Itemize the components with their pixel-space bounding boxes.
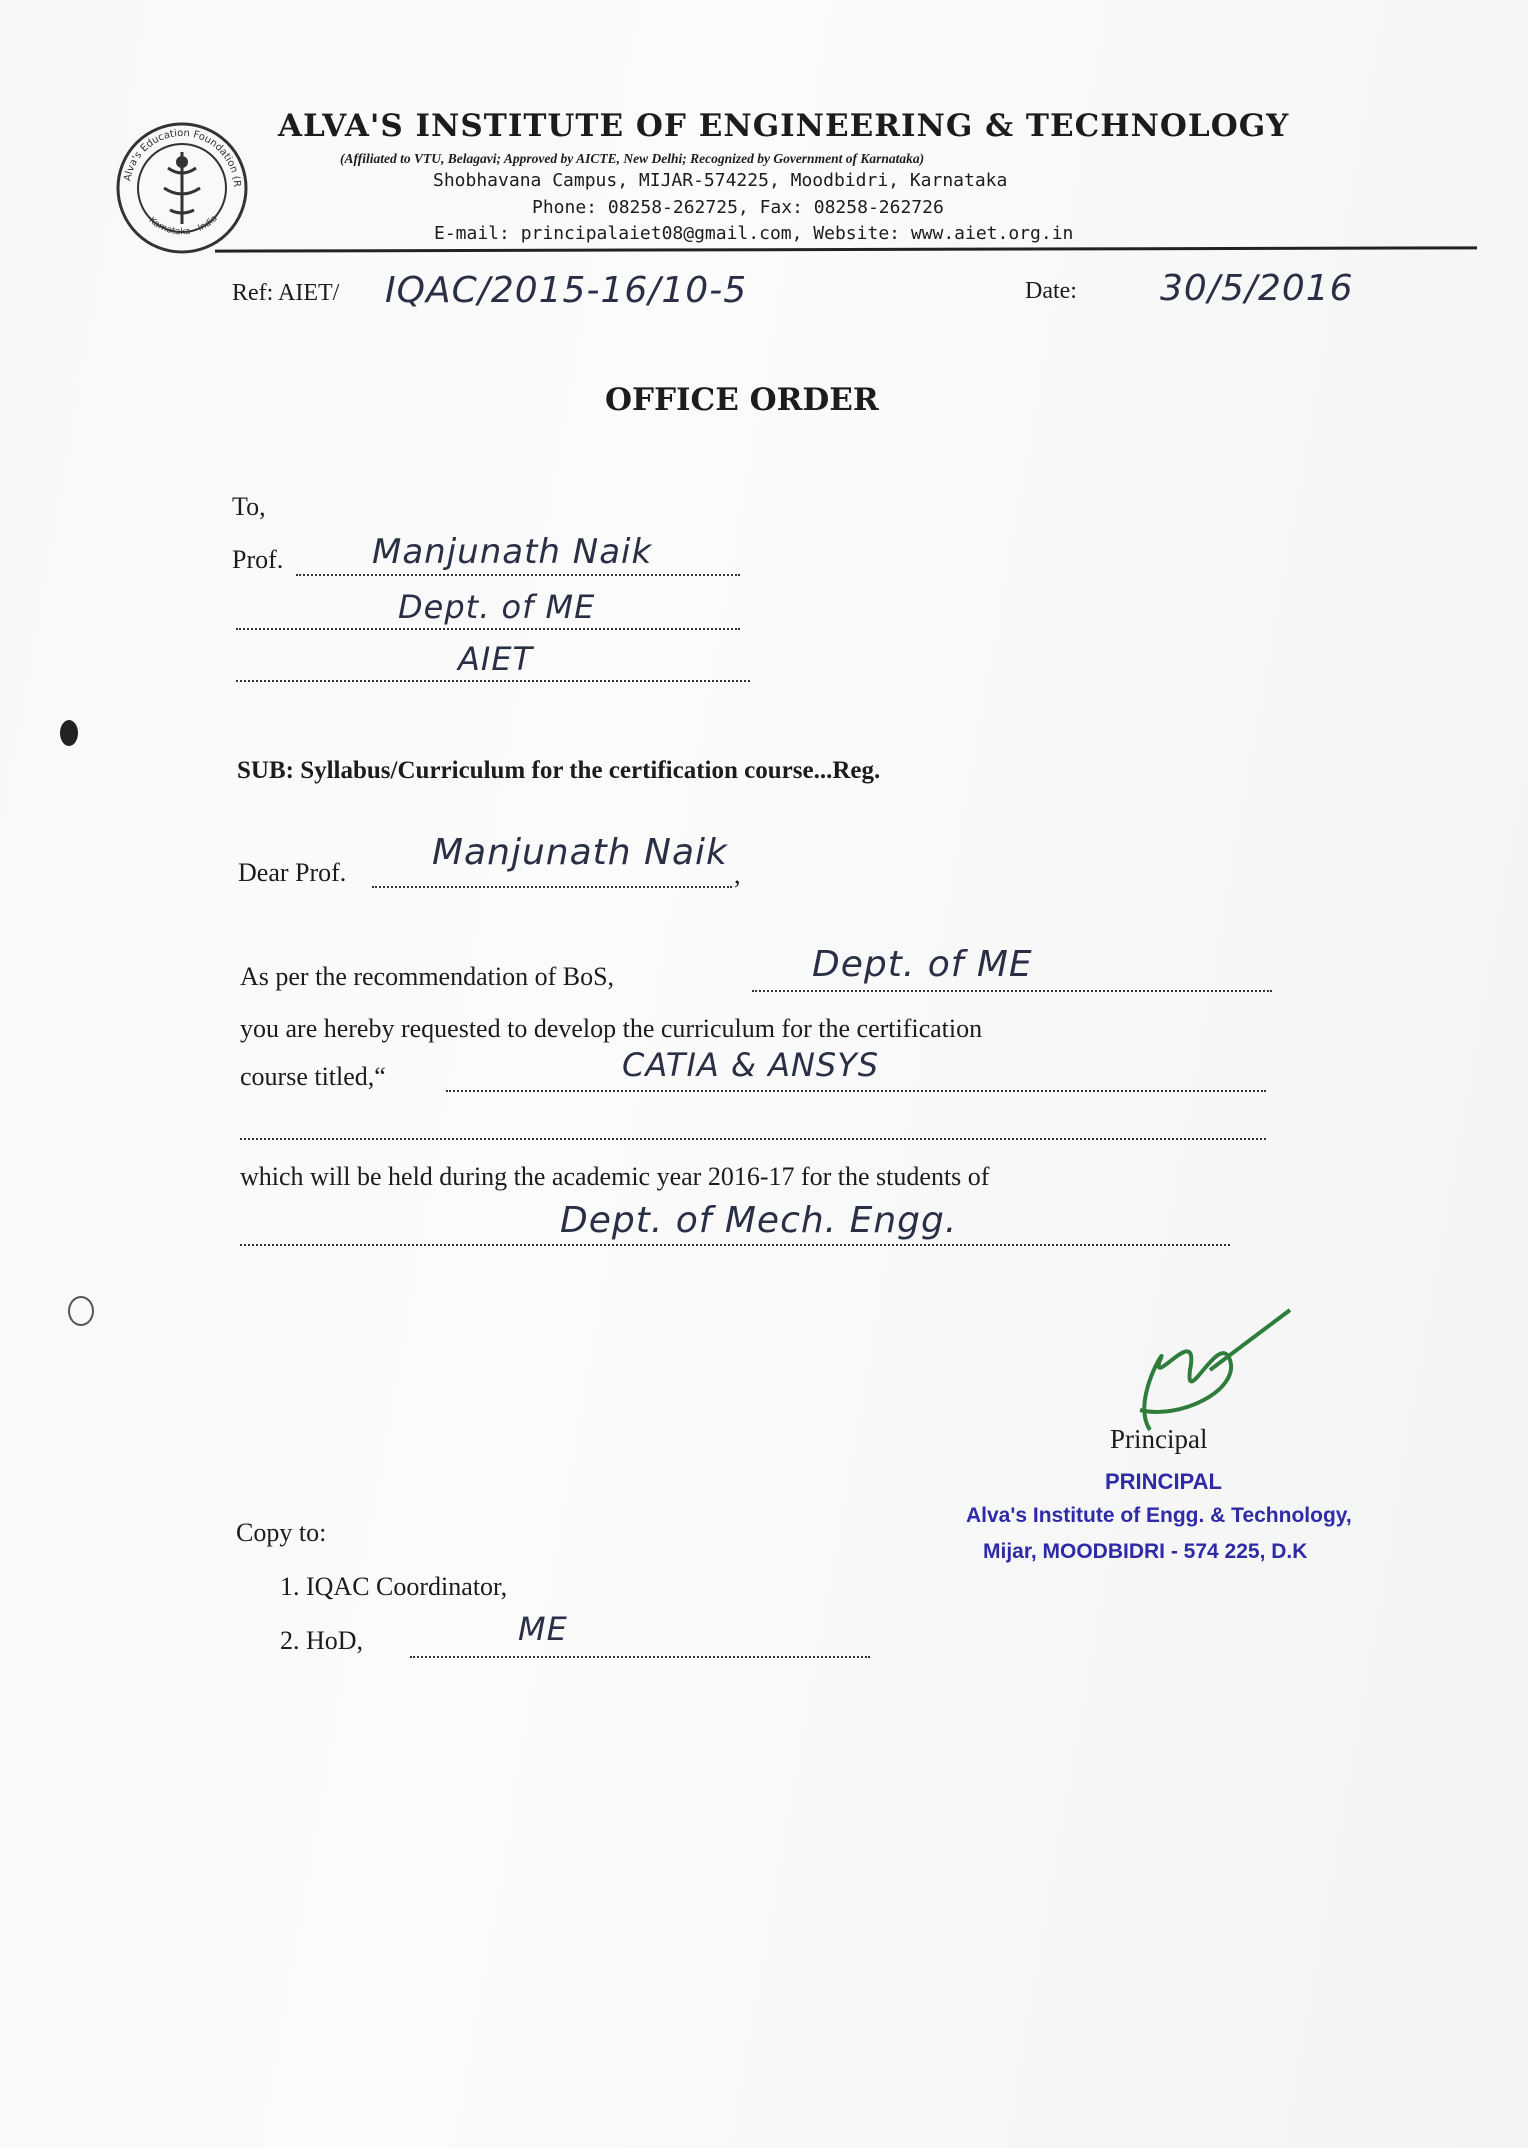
- prof-name-dotted-line: [296, 574, 740, 576]
- salutation-comma: ,: [734, 860, 741, 889]
- address-line: Shobhavana Campus, MIJAR-574225, Moodbidri, Karnataka: [433, 170, 1008, 191]
- ref-number-handwritten: IQAC/2015-16/10-5: [385, 270, 748, 311]
- salutation-name-handwritten: Manjunath Naik: [432, 832, 728, 873]
- prof-label: Prof.: [232, 545, 284, 574]
- header-divider: [215, 246, 1477, 252]
- svg-text:Alva's Education Foundation (R: Alva's Education Foundation (R: [122, 127, 243, 188]
- salutation-dotted-line: [372, 886, 732, 888]
- addressee-line-2: [236, 628, 740, 630]
- stamp-line-3: Mijar, MOODBIDRI - 574 225, D.K: [983, 1540, 1308, 1563]
- salutation-label: Dear Prof.: [238, 858, 347, 887]
- date-handwritten: 30/5/2016: [1160, 268, 1354, 309]
- prof-name-handwritten: Manjunath Naik: [372, 532, 653, 572]
- body-line-1: As per the recommendation of BoS,: [240, 962, 615, 991]
- svg-text:Karnataka - India: Karnataka - India: [146, 213, 220, 238]
- body-line-4: which will be held during the academic year 2016-17 for the students of: [240, 1162, 990, 1191]
- hod-dept-handwritten: ME: [518, 1610, 568, 1648]
- punch-hole-mark: [68, 1296, 94, 1326]
- contact-line: E-mail: principalaiet08@gmail.com, Website: www.aiet.org.in: [434, 223, 1074, 244]
- course-title-dotted-line: [446, 1090, 1266, 1092]
- students-dept-dotted-line: [240, 1244, 1230, 1246]
- stamp-line-2: Alva's Institute of Engg. & Technology,: [966, 1504, 1352, 1527]
- body-line-3: course titled,“: [240, 1062, 386, 1091]
- principal-label: Principal: [1110, 1424, 1208, 1454]
- addressee-institute-handwritten: AIET: [458, 640, 534, 678]
- institute-name: ALVA'S INSTITUTE OF ENGINEERING & TECHNOLOGY: [278, 108, 1290, 144]
- addressee-dept-handwritten: Dept. of ME: [398, 588, 596, 626]
- copy-item-1: 1. IQAC Coordinator,: [280, 1572, 508, 1601]
- phone-line: Phone: 08258-262725, Fax: 08258-262726: [532, 197, 944, 218]
- course-title-handwritten: CATIA & ANSYS: [622, 1046, 880, 1084]
- course-title-dotted-line-2: [240, 1138, 1266, 1140]
- institute-seal-logo: [112, 118, 252, 258]
- ref-label: Ref: AIET/: [232, 280, 340, 306]
- subject-line: SUB: Syllabus/Curriculum for the certification course...Reg.: [237, 757, 881, 784]
- copy-item-2-label: 2. HoD,: [280, 1626, 364, 1655]
- copy-to-label: Copy to:: [236, 1518, 327, 1547]
- to-label: To,: [232, 492, 266, 521]
- punch-hole-mark: [60, 720, 78, 746]
- addressee-line-3: [236, 680, 750, 682]
- stamp-line-1: PRINCIPAL: [1105, 1469, 1222, 1494]
- bos-dotted-line: [752, 990, 1272, 992]
- students-dept-handwritten: Dept. of Mech. Engg.: [560, 1200, 958, 1241]
- document-title: OFFICE ORDER: [605, 382, 879, 418]
- date-label: Date:: [1025, 278, 1077, 304]
- affiliation-line: (Affiliated to VTU, Belagavi; Approved by AICTE, New Delhi; Recognized by Government of Karnataka): [340, 151, 925, 166]
- bos-dept-handwritten: Dept. of ME: [812, 944, 1033, 985]
- body-line-2: you are hereby requested to develop the curriculum for the certification: [240, 1014, 983, 1043]
- hod-dotted-line: [410, 1656, 870, 1658]
